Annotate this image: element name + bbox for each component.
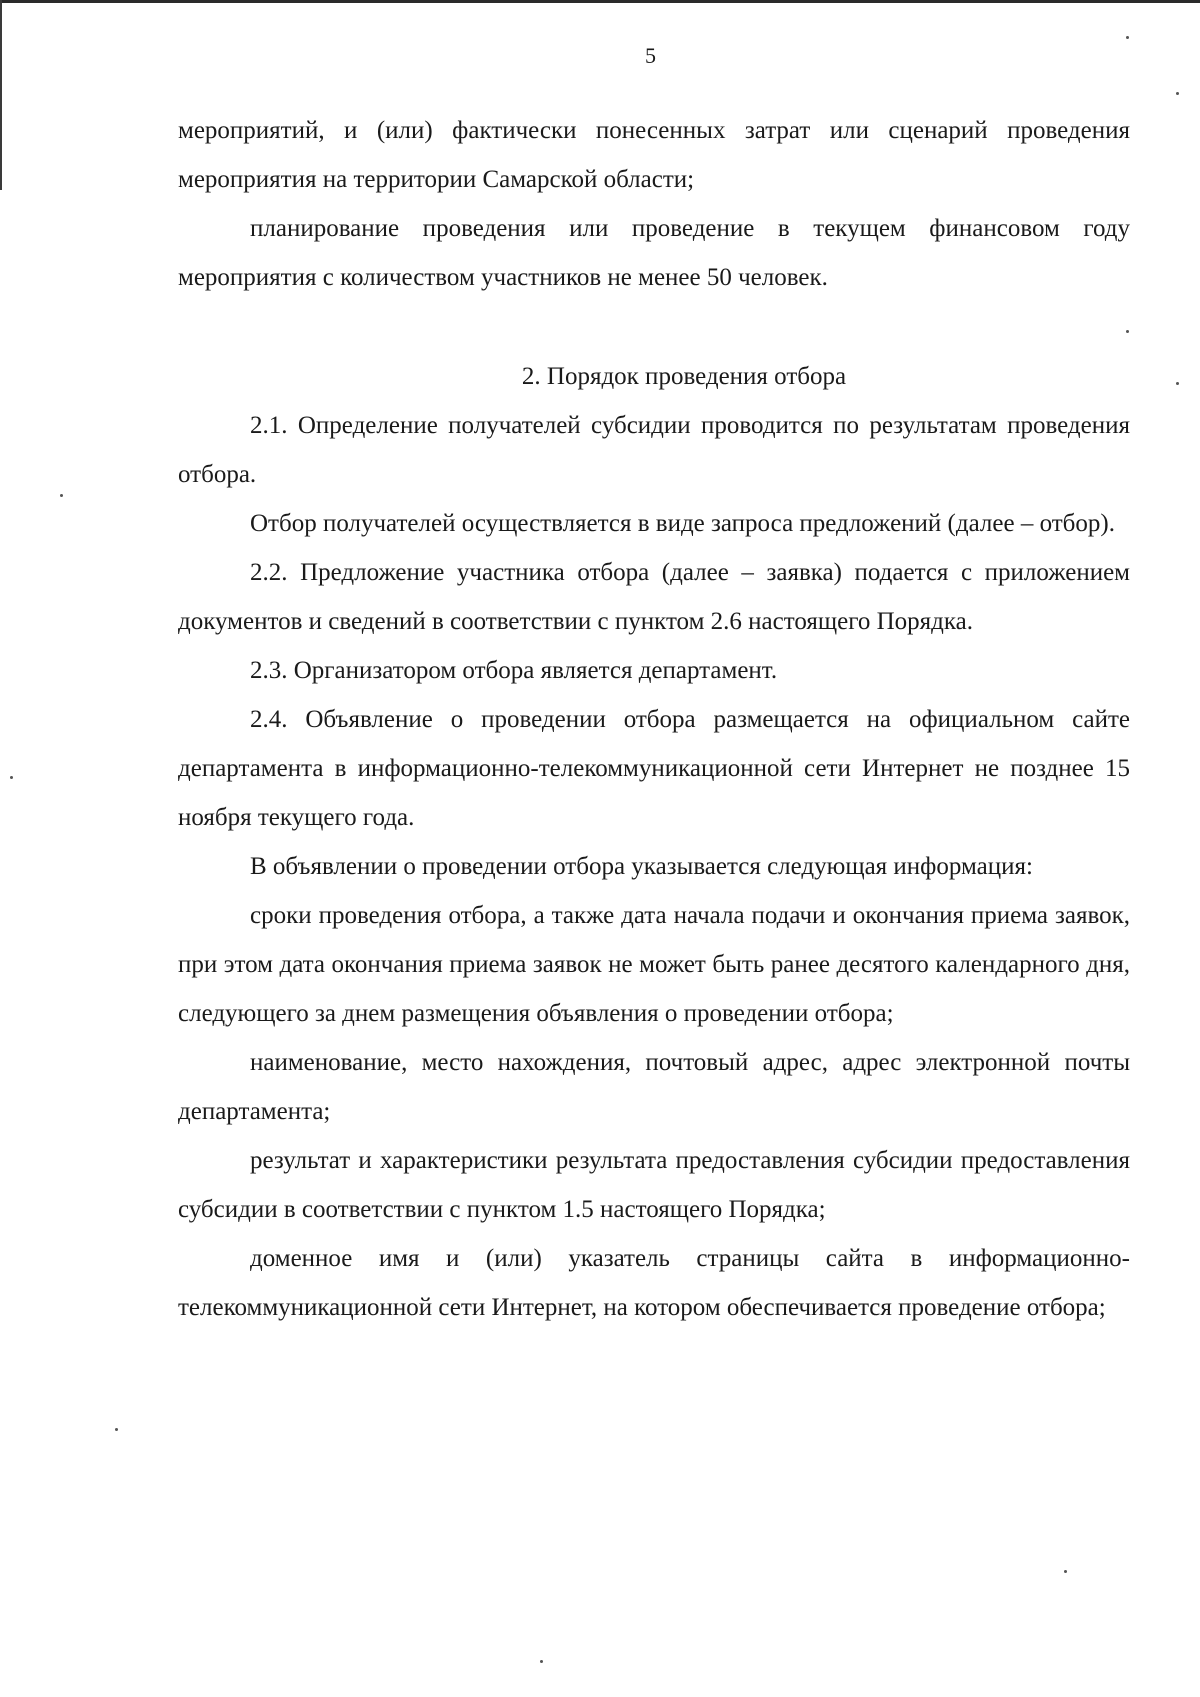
scan-speck (1126, 330, 1129, 333)
scan-top-edge (0, 0, 1200, 3)
paragraph: мероприятий, и (или) фактически понесенных затрат или сценарий проведения мероприятия на территории Самарской области; (178, 117, 1130, 193)
paragraph: В объявлении о проведении отбора указывается следующая информация: (250, 853, 1033, 880)
section-heading: 2. Порядок проведения отбора (521, 363, 847, 390)
paragraph-2-2: 2.2. Предложение участника отбора (далее – заявка) подается с приложением документов и сведений в соответствии с пунктом 2.6 настоящего Порядка. (178, 559, 1130, 635)
scan-left-edge (0, 0, 2, 190)
scan-speck (115, 1428, 118, 1431)
page-number: 5 (645, 43, 656, 68)
paragraph-2-4: 2.4. Объявление о проведении отбора размещается на официальном сайте департамента в информационно-телекоммуникационной сети Интернет не позднее 15 ноября текущего года. (178, 706, 1130, 831)
scan-speck (1176, 92, 1179, 95)
scan-speck (540, 1660, 543, 1663)
list-item: доменное имя и (или) указатель страницы сайта в информационно-телекоммуникационной сети Интернет, на котором обеспечивается проведение отбора; (178, 1245, 1130, 1321)
list-item: результат и характеристики результата предоставления субсидии предоставления субсидии в соответствии с пунктом 1.5 настоящего Порядка; (178, 1147, 1130, 1223)
scan-speck (1126, 36, 1129, 39)
paragraph-2-3: 2.3. Организатором отбора является департамент. (250, 657, 778, 684)
paragraph: Отбор получателей осуществляется в виде запроса предложений (далее – отбор). (250, 510, 1115, 537)
scan-speck (1064, 1570, 1067, 1573)
paragraph: планирование проведения или проведение в текущем финансовом году мероприятия с количеством участников не менее 50 человек. (178, 215, 1130, 291)
document-body (178, 106, 1130, 1332)
list-item: наименование, место нахождения, почтовый адрес, адрес электронной почты департамента; (178, 1049, 1130, 1125)
scan-speck (1176, 382, 1179, 385)
scan-speck (10, 776, 13, 779)
list-item: сроки проведения отбора, а также дата начала подачи и окончания приема заявок, при этом дата окончания приема заявок не может быть ранее десятого календарного дня, следующего за днем размещения объявления о проведении отбора; (178, 902, 1130, 1027)
scan-speck (60, 494, 63, 497)
paragraph-2-1: 2.1. Определение получателей субсидии проводится по результатам проведения отбора. (178, 412, 1130, 488)
